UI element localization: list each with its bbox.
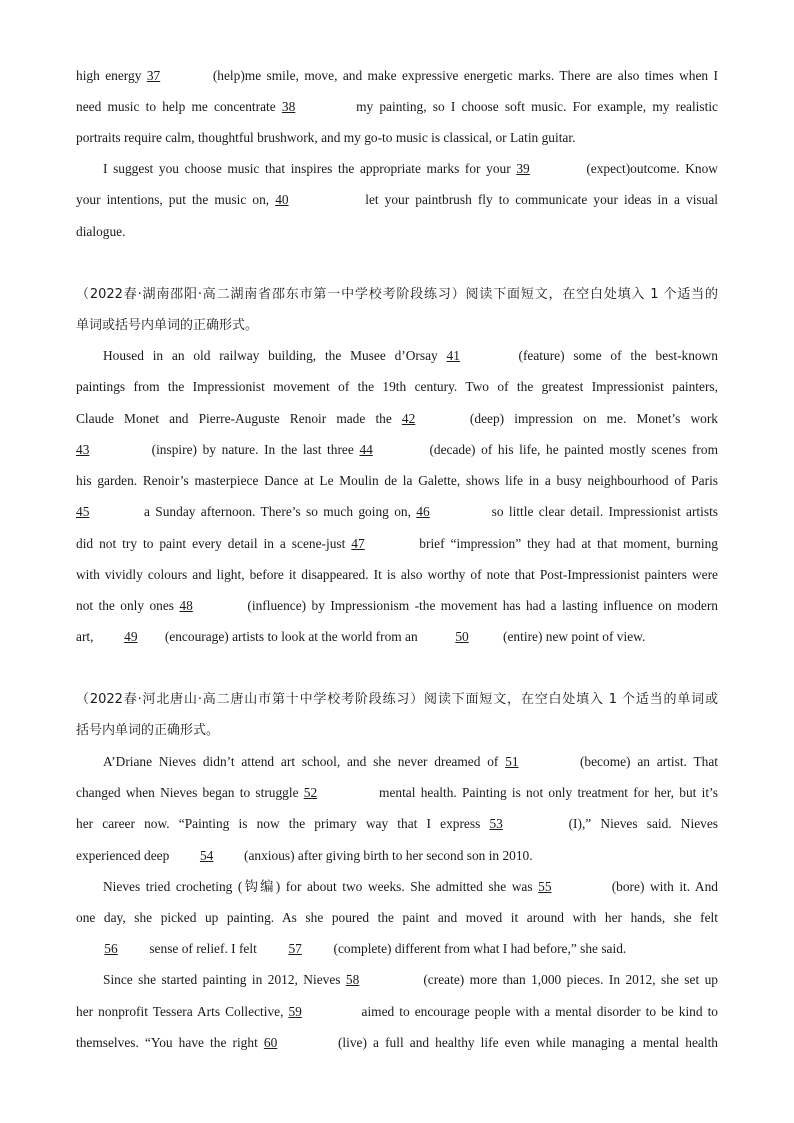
blank-56[interactable]: 56: [104, 941, 118, 956]
text-line: changed when Nieves began to struggle 52 mental health. Painting is not only treatment for her, but it’s: [76, 785, 718, 800]
text-line: did not try to paint every detail in a scene-just 47 brief “impression” they had at that moment, burning: [76, 536, 718, 551]
blank-50[interactable]: 50: [455, 629, 469, 644]
text-line: 45 a Sunday afternoon. There’s so much going on, 46 so little clear detail. Impressionist artists: [76, 504, 718, 519]
blank-59[interactable]: 59: [288, 1004, 302, 1019]
blank-55[interactable]: 55: [538, 879, 552, 894]
section-heading: （2022春·湖南邵阳·高二湖南省邵东市第一中学校考阶段练习）阅读下面短文，在空白处填入 1 个适当的: [76, 287, 718, 302]
blank-54[interactable]: 54: [199, 848, 214, 863]
text-line: A’Driane Nieves didn’t attend art school, and she never dreamed of 51 (become) an artist. That: [103, 754, 718, 769]
text-line: her nonprofit Tessera Arts Collective, 59 aimed to encourage people with a mental disorder to be kind to: [76, 1004, 718, 1019]
blank-57[interactable]: 57: [288, 941, 302, 956]
section-heading: 单词或括号内单词的正确形式。: [76, 318, 259, 333]
text-line: themselves. “You have the right 60 (live) a full and healthy life even while managing a mental health: [76, 1035, 718, 1050]
blank-43[interactable]: 43: [76, 442, 90, 457]
text-line: art, 49 (encourage) artists to look at the world from an 50 (entire) new point of view.: [76, 629, 646, 644]
blank-52[interactable]: 52: [303, 785, 318, 800]
text-line: with vividly colours and light, before it disappeared. It is also worthy of note that Post-Impressionist painters were: [76, 567, 718, 582]
blank-58[interactable]: 58: [345, 972, 360, 987]
blank-40[interactable]: 40: [275, 192, 289, 207]
section-heading: 括号内单词的正确形式。: [76, 723, 220, 738]
text-line: dialogue.: [76, 224, 126, 239]
blank-49[interactable]: 49: [124, 629, 138, 644]
text-line: Since she started painting in 2012, Nieves 58 (create) more than 1,000 pieces. In 2012, she set up: [103, 972, 718, 987]
text-line: your intentions, put the music on, 40 let your paintbrush fly to communicate your ideas in a visual: [76, 192, 718, 207]
text-line: Housed in an old railway building, the Musee d’Orsay 41 (feature) some of the best-known: [103, 348, 718, 363]
blank-48[interactable]: 48: [179, 598, 193, 613]
text-line: portraits require calm, thoughtful brushwork, and my go-to music is classical, or Latin guitar.: [76, 130, 576, 145]
blank-39[interactable]: 39: [516, 161, 530, 176]
text-line: experienced deep 54 (anxious) after giving birth to her second son in 2010.: [76, 848, 533, 863]
text-line: paintings from the Impressionist movement of the 19th century. Two of the greatest Impressionist painters,: [76, 379, 718, 394]
text-line: Claude Monet and Pierre-Auguste Renoir made the 42 (deep) impression on me. Monet’s work: [76, 411, 718, 426]
blank-37[interactable]: 37: [146, 68, 161, 83]
blank-46[interactable]: 46: [416, 504, 430, 519]
text-line: need music to help me concentrate 38 my painting, so I choose soft music. For example, my realistic: [76, 99, 718, 114]
blank-38[interactable]: 38: [281, 99, 296, 114]
text-line: high energy 37 (help)me smile, move, and make expressive energetic marks. There are also times when I: [76, 68, 718, 83]
blank-45[interactable]: 45: [76, 504, 90, 519]
blank-53[interactable]: 53: [489, 816, 503, 831]
blank-51[interactable]: 51: [505, 754, 519, 769]
section-heading: （2022春·河北唐山·高二唐山市第十中学校考阶段练习）阅读下面短文，在空白处填入 1 个适当的单词或: [76, 692, 718, 707]
text-line: not the only ones 48 (influence) by Impressionism -the movement has had a lasting influence on modern: [76, 598, 718, 613]
text-line: 56 sense of relief. I felt 57 (complete) different from what I had before,” she said.: [76, 940, 718, 958]
text-line: his garden. Renoir’s masterpiece Dance at Le Moulin de la Galette, shows life in a busy neighbourhood of Paris: [76, 473, 718, 488]
text-line: her career now. “Painting is now the primary way that I express 53 (I),” Nieves said. Nieves: [76, 816, 718, 831]
blank-44[interactable]: 44: [359, 442, 373, 457]
text-line: 43 (inspire) by nature. In the last three 44 (decade) of his life, he painted mostly scenes from: [76, 442, 718, 457]
text-line: Nieves tried crocheting (钩编) for about two weeks. She admitted she was 55 (bore) with it. And: [103, 879, 718, 894]
blank-42[interactable]: 42: [401, 411, 416, 426]
blank-41[interactable]: 41: [446, 348, 460, 363]
text-line: one day, she picked up painting. As she poured the paint and moved it around with her hands, she felt: [76, 910, 718, 925]
blank-47[interactable]: 47: [351, 536, 365, 551]
text-line: I suggest you choose music that inspires the appropriate marks for your 39 (expect)outcome. Know: [103, 161, 718, 176]
blank-60[interactable]: 60: [263, 1035, 278, 1050]
